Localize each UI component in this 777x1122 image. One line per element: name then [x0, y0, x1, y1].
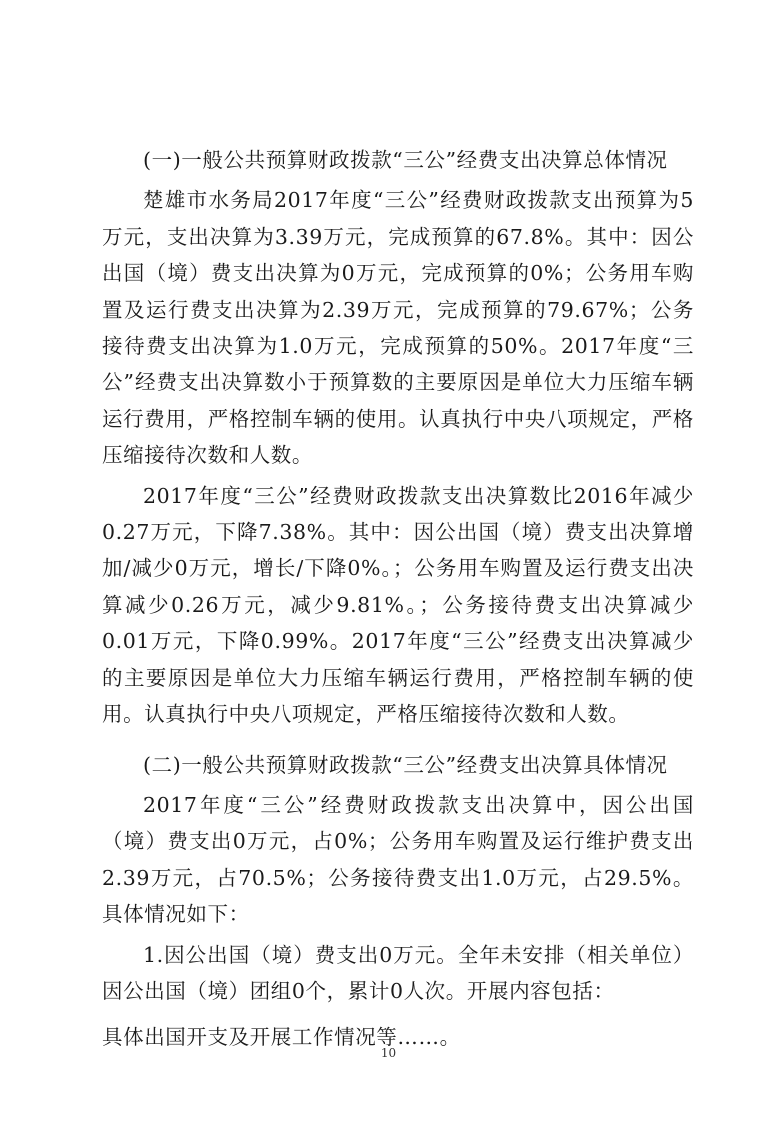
- paragraph-expense-breakdown: 2017年度“三公”经费财政拨款支出决算中，因公出国（境）费支出0万元，占0%；公务用车购置及运行维护费支出2.39万元，占70.5%；公务接待费支出1.0万元，占29.5%。具体情况如下：: [102, 792, 694, 927]
- document-body: [102, 142, 694, 1056]
- paragraph-overseas-details: 具体出国开支及开展工作情况等……。: [102, 1025, 461, 1050]
- paragraph-year-comparison: 2017年度“三公”经费财政拨款支出决算数比2016年减少0.27万元，下降7.38%。其中：因公出国（境）费支出决算增加/减少0万元，增长/下降0%。；公务用车购置及运行费支出决算减少0.26万元，减少9.81%。；公务接待费支出决算减少0.01万元，下降0.99%。2017年度“三公”经费支出决算减少的主要原因是单位大力压缩车辆运行费用，严格控制车辆的使用。认真执行中央八项规定，严格压缩接待次数和人数。: [102, 483, 694, 727]
- paragraph-overseas-travel: 1.因公出国（境）费支出0万元。全年未安排（相关单位）因公出国（境）团组0个，累计0人次。开展内容包括：: [102, 942, 694, 1003]
- page-number: 10: [380, 1046, 397, 1060]
- paragraph-budget-overview: 楚雄市水务局2017年度“三公”经费财政拨款支出预算为5万元，支出决算为3.39万元，完成预算的67.8%。其中：因公出国（境）费支出决算为0万元，完成预算的0%；公务用车购置及运行费支出决算为2.39万元，完成预算的79.67%；公务接待费支出决算为1.0万元，完成预算的50%。2017年度“三公”经费支出决算数小于预算数的主要原因是单位大力压缩车辆运行费用，严格控制车辆的使用。认真执行中央八项规定，严格压缩接待次数和人数。: [102, 188, 694, 468]
- section-heading-details: (二)一般公共预算财政拨款“三公”经费支出决算具体情况: [143, 752, 668, 777]
- section-heading-overall: (一)一般公共预算财政拨款“三公”经费支出决算总体情况: [143, 148, 668, 172]
